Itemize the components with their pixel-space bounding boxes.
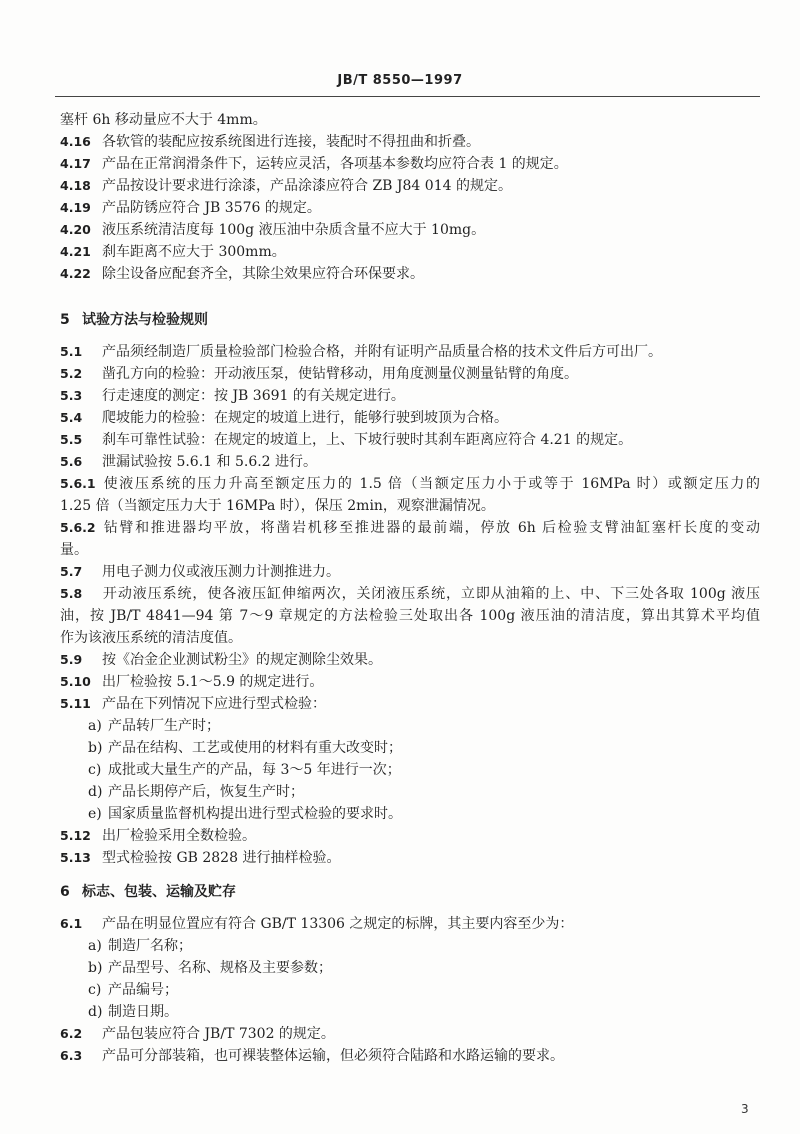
clause-text: 爬坡能力的检验：在规定的坡道上进行，能够行驶到坡顶为合格。 <box>102 410 508 426</box>
clause-5-8-continuation-2: 作为该液压系统的清洁度值。 <box>60 630 242 646</box>
list-label: e) <box>88 806 102 822</box>
clause-number: 5.2 <box>60 366 83 381</box>
clause-number: 5.1 <box>60 344 83 359</box>
clause-number: 5.13 <box>60 850 91 865</box>
clause-4-16 <box>60 131 760 153</box>
list-text: 制造厂名称； <box>108 938 192 954</box>
clause-number: 4.19 <box>60 200 91 215</box>
standard-code-header: JB/T 8550—1997 <box>337 73 463 88</box>
clause-text: 凿孔方向的检验：开动液压泵，使钻臂移动，用角度测量仪测量钻臂的角度。 <box>102 366 578 382</box>
list-label: d) <box>88 1004 103 1020</box>
clause-4-17 <box>60 153 760 175</box>
section-number: 5 <box>60 312 70 328</box>
clause-5-6 <box>60 451 760 473</box>
clause-text: 出厂检验采用全数检验。 <box>102 828 256 844</box>
list-item <box>60 737 760 759</box>
clause-number: 4.22 <box>60 266 91 281</box>
clause-text: 产品防锈应符合 JB 3576 的规定。 <box>102 200 321 216</box>
clause-number: 5.10 <box>60 674 91 689</box>
document-body <box>60 109 760 1067</box>
clause-text: 出厂检验按 5.1～5.9 的规定进行。 <box>102 674 324 690</box>
list-label: a) <box>88 938 102 954</box>
list-text: 产品长期停产后，恢复生产时； <box>108 784 304 800</box>
list-label: d) <box>88 784 103 800</box>
list-text: 国家质量监督机构提出进行型式检验的要求时。 <box>108 806 402 822</box>
clause-5-6-2 <box>60 517 760 539</box>
list-text: 产品转厂生产时； <box>108 718 220 734</box>
section-6-heading <box>60 881 760 903</box>
clause-5-13 <box>60 847 760 869</box>
clause-5-8-continuation: 油，按 JB/T 4841—94 第 7～9 章规定的方法检验三处取出各 100g 液压油的清洁度，算出其算术平均值 <box>60 608 760 624</box>
clause-4-21 <box>60 241 760 263</box>
clause-5-7 <box>60 561 760 583</box>
clause-number: 5.5 <box>60 432 83 447</box>
clause-number: 4.20 <box>60 222 91 237</box>
section-5-heading <box>60 309 760 331</box>
clause-text: 按《冶金企业测试粉尘》的规定测除尘效果。 <box>102 652 382 668</box>
clause-4-20 <box>60 219 760 241</box>
list-item <box>60 979 760 1001</box>
list-label: c) <box>88 762 102 778</box>
clause-number: 5.6.2 <box>60 520 96 535</box>
page-number: 3 <box>741 1102 749 1116</box>
list-item <box>60 759 760 781</box>
header-rule <box>55 96 760 97</box>
clause-number: 6.2 <box>60 1026 83 1041</box>
clause-number: 5.9 <box>60 652 83 667</box>
continuation-line: 塞杆 6h 移动量应不大于 4mm。 <box>60 112 267 128</box>
clause-number: 4.21 <box>60 244 91 259</box>
clause-5-10 <box>60 671 760 693</box>
list-label: a) <box>88 718 102 734</box>
section-title: 标志、包装、运输及贮存 <box>82 884 236 900</box>
clause-5-6-1 <box>60 473 760 495</box>
clause-text: 刹车可靠性试验：在规定的坡道上，上、下坡行驶时其刹车距离应符合 4.21 的规定。 <box>102 432 633 448</box>
clause-text: 除尘设备应配套齐全，其除尘效果应符合环保要求。 <box>102 266 424 282</box>
clause-text: 泄漏试验按 5.6.1 和 5.6.2 进行。 <box>102 454 318 470</box>
clause-number: 4.16 <box>60 134 91 149</box>
clause-6-3 <box>60 1045 760 1067</box>
clause-4-18 <box>60 175 760 197</box>
clause-text: 使液压系统的压力升高至额定压力的 1.5 倍（当额定压力小于或等于 16MPa 时）或额定压力的 <box>102 476 760 492</box>
clause-number: 5.3 <box>60 388 83 403</box>
list-label: c) <box>88 982 102 998</box>
clause-text: 产品须经制造厂质量检验部门检验合格，并附有证明产品质量合格的技术文件后方可出厂。 <box>102 344 662 360</box>
clause-number: 5.7 <box>60 564 83 579</box>
clause-5-11 <box>60 693 760 715</box>
clause-5-3 <box>60 385 760 407</box>
section-title: 试验方法与检验规则 <box>82 312 208 328</box>
clause-4-22 <box>60 263 760 285</box>
clause-5-6-1-continuation: 1.25 倍（当额定压力大于 16MPa 时），保压 2min，观察泄漏情况。 <box>60 498 495 514</box>
list-text: 产品编号； <box>108 982 178 998</box>
list-label: b) <box>88 740 103 756</box>
list-item <box>60 803 760 825</box>
clause-5-12 <box>60 825 760 847</box>
clause-text: 钻臂和推进器均平放，将凿岩机移至推进器的最前端，停放 6h 后检验支臂油缸塞杆长度的变动 <box>102 520 760 536</box>
clause-4-19 <box>60 197 760 219</box>
clause-5-8 <box>60 583 760 605</box>
list-text: 产品在结构、工艺或使用的材料有重大改变时； <box>108 740 402 756</box>
clause-text: 各软管的装配应按系统图进行连接，装配时不得扭曲和折叠。 <box>102 134 480 150</box>
clause-5-2 <box>60 363 760 385</box>
clause-5-5 <box>60 429 760 451</box>
clause-6-1 <box>60 913 760 935</box>
section-number: 6 <box>60 884 70 900</box>
list-item <box>60 935 760 957</box>
clause-text: 行走速度的测定：按 JB 3691 的有关规定进行。 <box>102 388 405 404</box>
clause-5-4 <box>60 407 760 429</box>
clause-number: 5.11 <box>60 696 91 711</box>
clause-text: 开动液压系统，使各液压缸伸缩两次，关闭液压系统，立即从油箱的上、中、下三处各取 100g 液压 <box>102 586 760 602</box>
clause-text: 用电子测力仪或液压测力计测推进力。 <box>102 564 340 580</box>
clause-text: 产品按设计要求进行涂漆，产品涂漆应符合 ZB J84 014 的规定。 <box>102 178 512 194</box>
clause-number: 5.6.1 <box>60 476 96 491</box>
list-item <box>60 781 760 803</box>
clause-number: 5.6 <box>60 454 83 469</box>
clause-text: 型式检验按 GB 2828 进行抽样检验。 <box>102 850 341 866</box>
list-label: b) <box>88 960 103 976</box>
clause-5-9 <box>60 649 760 671</box>
clause-5-1 <box>60 341 760 363</box>
clause-text: 刹车距离不应大于 300mm。 <box>102 244 286 260</box>
clause-text: 产品可分部装箱，也可裸装整体运输，但必须符合陆路和水路运输的要求。 <box>102 1048 564 1064</box>
clause-number: 4.17 <box>60 156 91 171</box>
list-item <box>60 957 760 979</box>
list-item <box>60 1001 760 1023</box>
clause-text: 产品在下列情况下应进行型式检验： <box>102 696 326 712</box>
clause-text: 产品在明显位置应有符合 GB/T 13306 之规定的标牌，其主要内容至少为： <box>102 916 574 932</box>
clause-6-2 <box>60 1023 760 1045</box>
clause-number: 4.18 <box>60 178 91 193</box>
clause-text: 产品在正常润滑条件下，运转应灵活，各项基本参数均应符合表 1 的规定。 <box>102 156 568 172</box>
clause-number: 5.8 <box>60 586 83 601</box>
list-text: 产品型号、名称、规格及主要参数； <box>108 960 332 976</box>
clause-number: 5.4 <box>60 410 83 425</box>
list-text: 成批或大量生产的产品，每 3～5 年进行一次； <box>108 762 401 778</box>
clause-number: 6.1 <box>60 916 83 931</box>
clause-5-6-2-continuation: 量。 <box>60 542 88 558</box>
clause-number: 5.12 <box>60 828 91 843</box>
list-item <box>60 715 760 737</box>
list-text: 制造日期。 <box>108 1004 178 1020</box>
clause-text: 液压系统清洁度每 100g 液压油中杂质含量不应大于 10mg。 <box>102 222 486 238</box>
clause-number: 6.3 <box>60 1048 83 1063</box>
clause-text: 产品包装应符合 JB/T 7302 的规定。 <box>102 1026 335 1042</box>
